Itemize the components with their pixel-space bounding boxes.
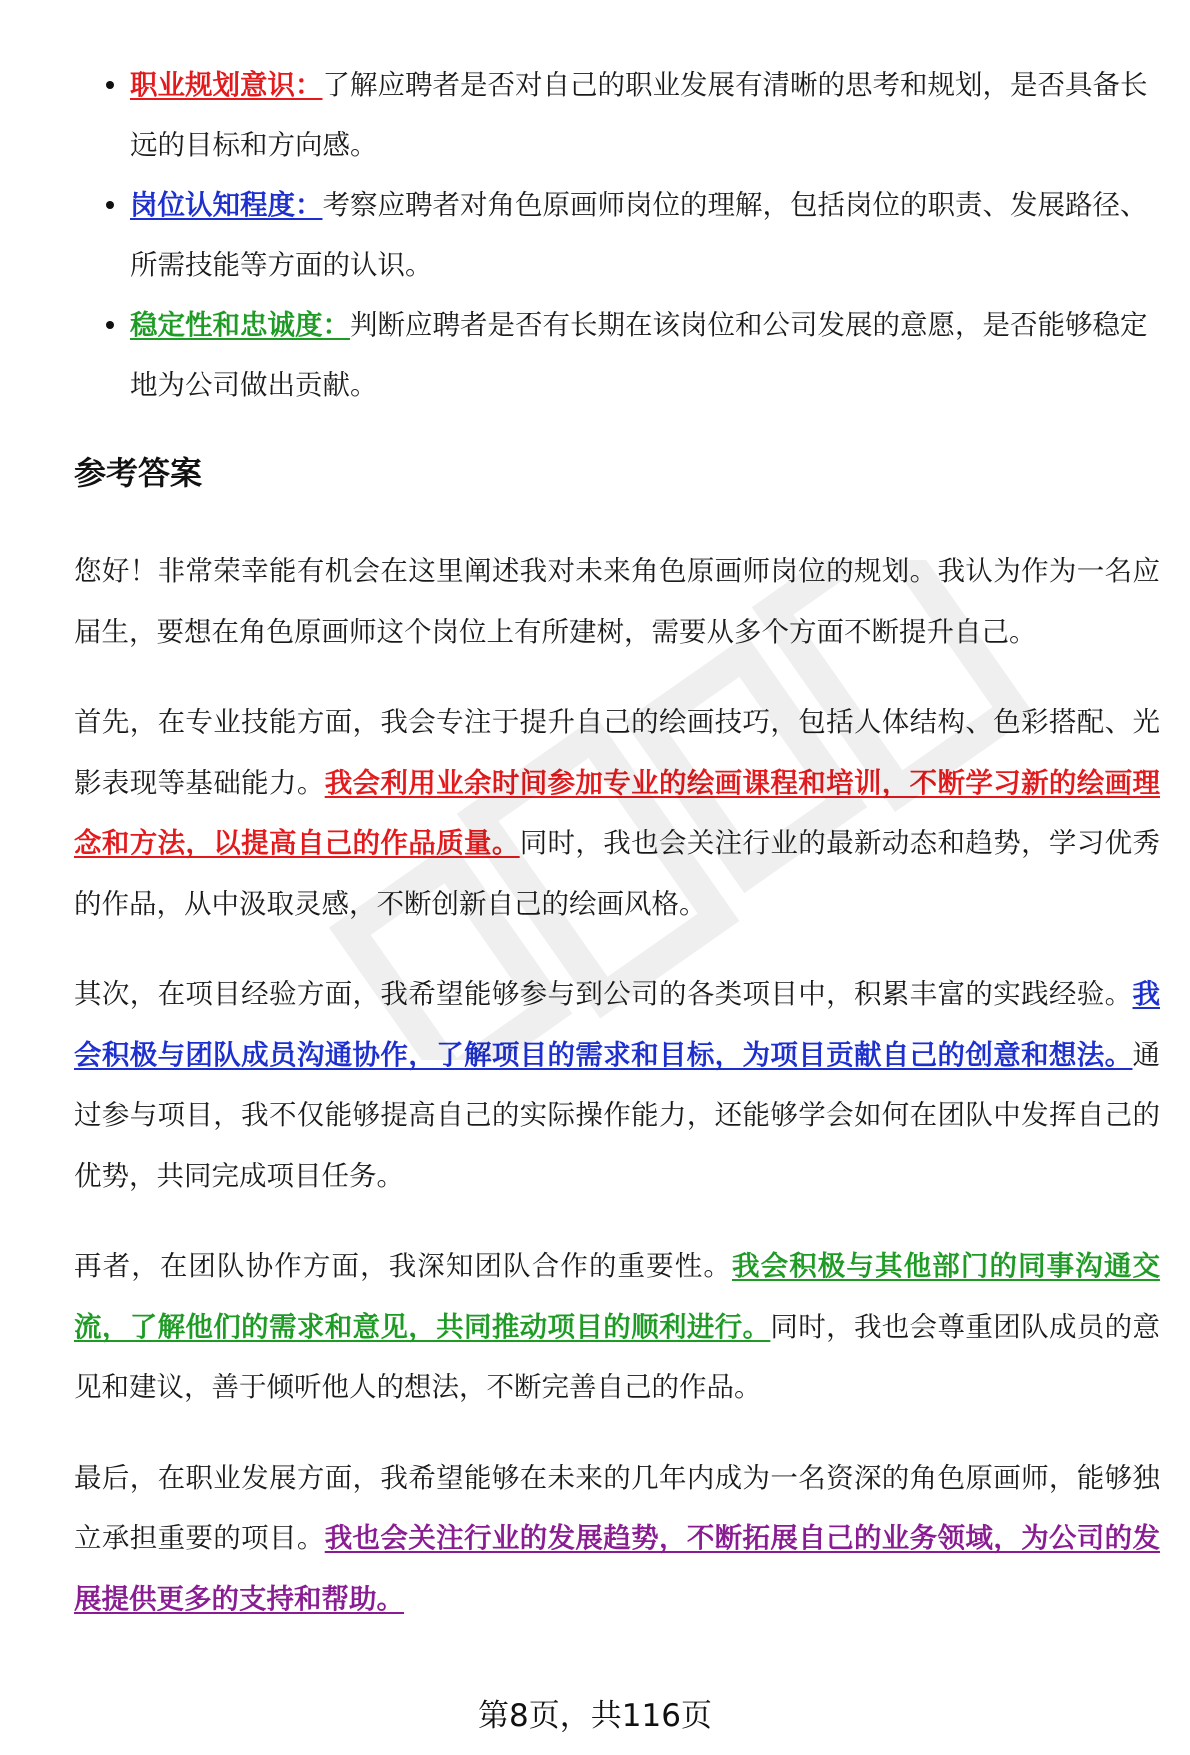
bullet-icon [106,201,114,209]
highlighted-text: 我也会关注行业的发展趋势，不断拓展自己的业务领域，为公司的发展提供更多的支持和帮助。 [74,1522,1161,1615]
evaluation-criteria-list [74,55,1160,415]
list-item [74,175,1160,295]
highlighted-text: 我会利用业余时间参加专业的绘画课程和培训，不断学习新的绘画理念和方法，以提高自己的作品质量。 [74,766,1161,859]
criterion-text: 了解应聘者是否对自己的职业发展有清晰的思考和规划，是否具备长远的目标和方向感。 [130,69,1148,161]
paragraph-text: 再者，在团队协作方面，我深知团队合作的重要性。 [74,1250,732,1282]
paragraph-text: 其次，在项目经验方面，我希望能够参与到公司的各类项目中，积累丰富的实践经验。 [74,978,1133,1010]
list-item [74,55,1160,175]
paragraph-text: 最后，在职业发展方面，我希望能够在未来的几年内成为一名资深的角色原画师，能够独立承担重要的项目。 [74,1461,1160,1554]
page-footer: 第8页，共116页 [478,1698,712,1734]
criterion-title: 岗位认知程度： [130,189,323,221]
highlighted-text: 我会积极与团队成员沟通协作，了解项目的需求和目标，为项目贡献自己的创意和想法。 [74,978,1160,1071]
criterion-title: 职业规划意识： [130,69,323,101]
list-item [74,295,1160,415]
paragraph-text: 同时，我也会尊重团队成员的意见和建议，善于倾听他人的想法，不断完善自己的作品。 [74,1310,1161,1403]
answer-paragraph-skills [74,692,1160,934]
section-title: 参考答案 [74,454,203,492]
bullet-icon [106,321,114,329]
bullet-icon [106,81,114,89]
document-page [74,55,1160,1629]
highlighted-text: 我会积极与其他部门的同事沟通交流，了解他们的需求和意见，共同推动项目的顺利进行。 [74,1250,1160,1343]
criterion-title: 稳定性和忠诚度： [130,309,350,341]
paragraph-text: 通过参与项目，我不仅能够提高自己的实际操作能力，还能够学会如何在团队中发挥自己的优势，共同完成项目任务。 [74,1038,1160,1192]
answer-paragraph-projects [74,964,1160,1206]
answer-paragraph-career [74,1448,1160,1630]
answer-intro: 您好！非常荣幸能有机会在这里阐述我对未来角色原画师岗位的规划。我认为作为一名应届生，要想在角色原画师这个岗位上有所建树，需要从多个方面不断提升自己。 [74,555,1160,648]
paragraph-text: 首先，在专业技能方面，我会专注于提升自己的绘画技巧，包括人体结构、色彩搭配、光影表现等基础能力。 [74,706,1160,799]
criterion-text: 判断应聘者是否有长期在该岗位和公司发展的意愿，是否能够稳定地为公司做出贡献。 [130,309,1148,401]
criterion-text: 考察应聘者对角色原画师岗位的理解，包括岗位的职责、发展路径、所需技能等方面的认识。 [130,189,1148,281]
answer-paragraph-teamwork [74,1236,1160,1418]
paragraph-text: 同时，我也会关注行业的最新动态和趋势，学习优秀的作品，从中汲取灵感，不断创新自己的绘画风格。 [74,827,1161,920]
